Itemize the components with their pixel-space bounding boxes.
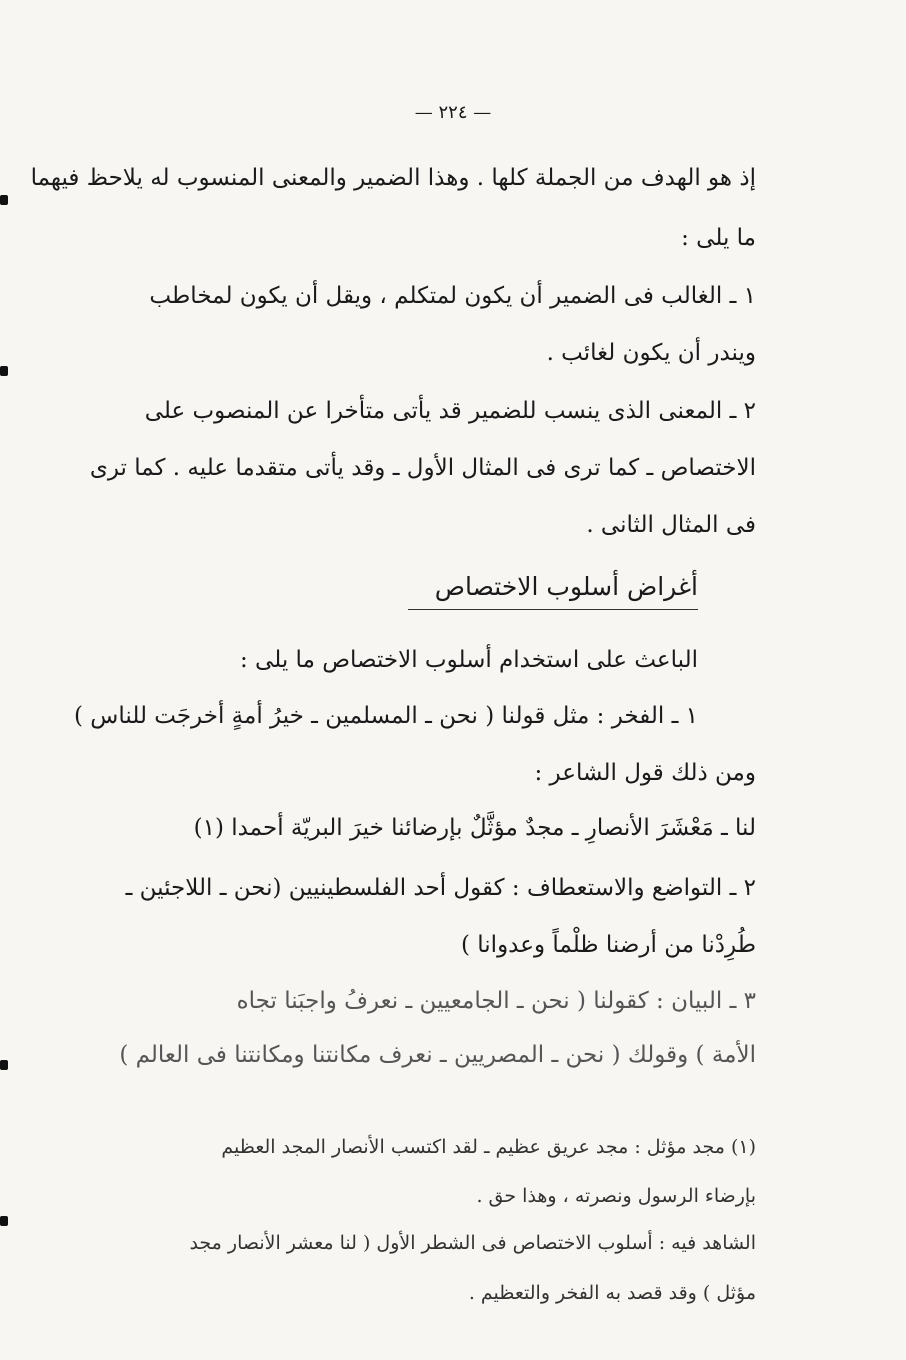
purpose2-line2: طُرِدْنا من أرضنا ظلْماً وعدوانا ) bbox=[460, 932, 756, 958]
purpose1-line2: ومن ذلك قول الشاعر : bbox=[534, 760, 756, 786]
binding-mark bbox=[0, 1216, 8, 1226]
point2-line3: فى المثال الثانى . bbox=[586, 512, 756, 538]
paragraph1-line2: ما يلى : bbox=[681, 225, 756, 251]
point1-line2: ويندر أن يكون لغائب . bbox=[546, 340, 756, 366]
binding-mark bbox=[0, 195, 8, 205]
purpose2-line1: ٢ ـ التواضع والاستعطاف : كقول أحد الفلسطينيين (نحن ـ اللاجئين ـ bbox=[125, 875, 756, 901]
purpose3-line1: ٣ ـ البيان : كقولنا ( نحن ـ الجامعيين ـ نعرفُ واجبَنا تجاه bbox=[236, 988, 756, 1014]
binding-mark bbox=[0, 366, 8, 376]
page-number: — ٢٢٤ — bbox=[414, 102, 492, 123]
purpose1-line1: ١ ـ الفخر : مثل قولنا ( نحن ـ المسلمين ـ خيرُ أمةٍ أخرجَت للناس ) bbox=[74, 703, 698, 729]
purpose3-line2: الأمة ) وقولك ( نحن ـ المصريين ـ نعرف مكانتنا ومكانتنا فى العالم ) bbox=[119, 1042, 756, 1068]
footnote-line2: بإرضاء الرسول ونصرته ، وهذا حق . bbox=[476, 1185, 756, 1207]
point2-line2: الاختصاص ـ كما ترى فى المثال الأول ـ وقد يأتى متقدما عليه . كما ترى bbox=[89, 455, 756, 481]
footnote-line3: الشاهد فيه : أسلوب الاختصاص فى الشطر الأول ( لنا معشر الأنصار مجد bbox=[189, 1232, 756, 1254]
poetry-verse: لنا ـ مَعْشَرَ الأنصارِ ـ مجدٌ مؤثَّلٌ بإرضائنا خيرَ البريّة أحمدا (١) bbox=[193, 815, 756, 841]
point1-line1: ١ ـ الغالب فى الضمير أن يكون لمتكلم ، ويقل أن يكون لمخاطب bbox=[149, 283, 756, 309]
footnote-line4: مؤثل ) وقد قصد به الفخر والتعظيم . bbox=[468, 1282, 756, 1304]
section-heading: أغراض أسلوب الاختصاص bbox=[408, 572, 698, 610]
point2-line1: ٢ ـ المعنى الذى ينسب للضمير قد يأتى متأخرا عن المنصوب على bbox=[144, 398, 756, 424]
binding-mark bbox=[0, 1060, 8, 1070]
footnote-line1: (١) مجد مؤثل : مجد عريق عظيم ـ لقد اكتسب الأنصار المجد العظيم bbox=[221, 1136, 756, 1158]
paragraph1-line1: إذ هو الهدف من الجملة كلها . وهذا الضمير والمعنى المنسوب له يلاحظ فيهما bbox=[30, 165, 756, 191]
intro-line: الباعث على استخدام أسلوب الاختصاص ما يلى : bbox=[240, 647, 698, 673]
